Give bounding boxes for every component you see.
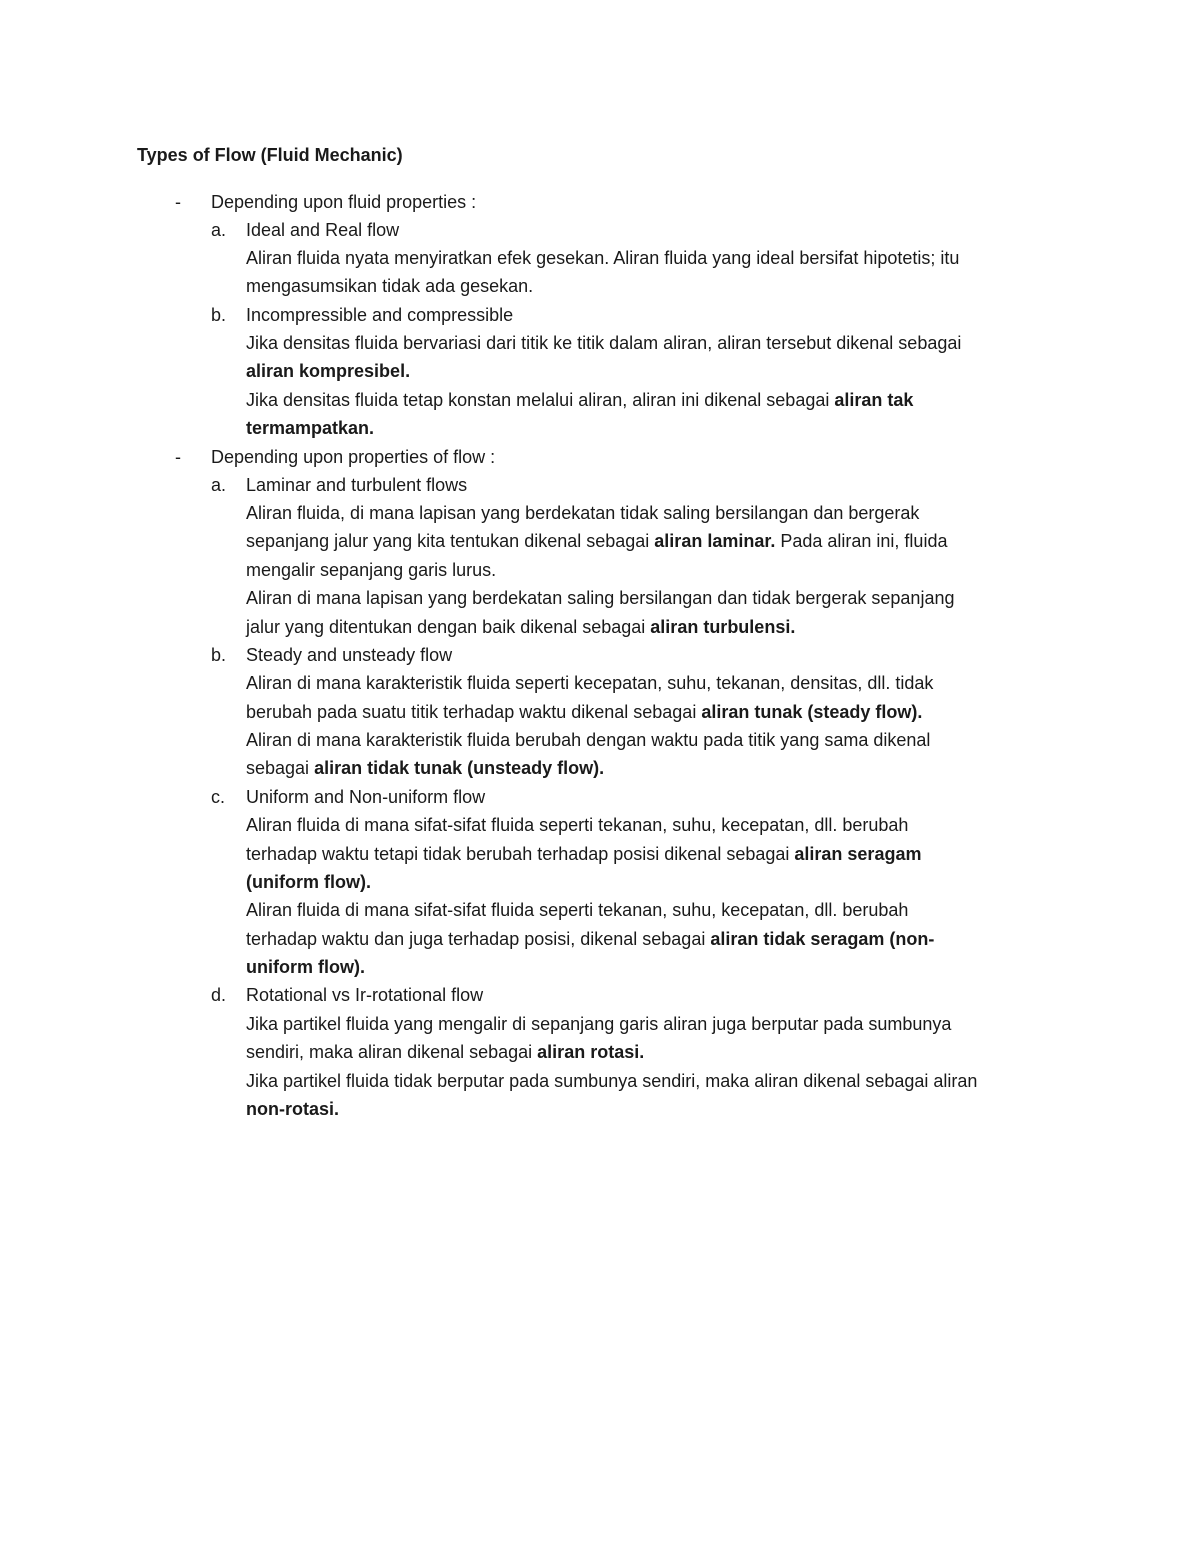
bold-term: non-rotasi.	[246, 1099, 339, 1119]
paragraph-line	[246, 868, 371, 896]
paragraph-line: Aliran fluida, di mana lapisan yang berdekatan tidak saling bersilangan dan bergerak	[246, 503, 920, 523]
item-letter: a.	[211, 475, 227, 495]
bold-term: aliran tak	[834, 390, 914, 410]
bold-term: uniform flow).	[246, 957, 365, 977]
item-letter: d.	[211, 985, 227, 1005]
paragraph-line: sepanjang jalur yang kita tentukan dikenal sebagai aliran laminar. Pada aliran ini, fluida	[246, 531, 948, 551]
paragraph-line: mengasumsikan tidak ada gesekan.	[246, 276, 534, 296]
item-letter: b.	[211, 305, 227, 325]
paragraph-line: terhadap waktu dan juga terhadap posisi, dikenal sebagai aliran tidak seragam (non-	[246, 929, 935, 949]
section-heading: Depending upon properties of flow :	[211, 447, 496, 467]
bold-term: aliran tidak seragam (non-	[710, 929, 935, 949]
bold-term: aliran rotasi.	[537, 1042, 645, 1062]
paragraph-line: Aliran di mana karakteristik fluida seperti kecepatan, suhu, tekanan, densitas, dll. tidak	[246, 673, 934, 693]
bold-term: aliran turbulensi.	[650, 617, 796, 637]
item-heading: Rotational vs Ir-rotational flow	[246, 985, 484, 1005]
item-heading: Ideal and Real flow	[246, 220, 400, 240]
paragraph-line: berubah pada suatu titik terhadap waktu dikenal sebagai aliran tunak (steady flow).	[246, 702, 923, 722]
paragraph-line	[246, 414, 374, 442]
bullet-dash: -	[175, 192, 181, 212]
paragraph-line	[246, 357, 410, 385]
bold-term: aliran seragam	[794, 844, 922, 864]
paragraph-line: jalur yang ditentukan dengan baik dikenal sebagai aliran turbulensi.	[246, 617, 796, 637]
bold-term: (uniform flow).	[246, 872, 371, 892]
paragraph-line: Aliran fluida di mana sifat-sifat fluida seperti tekanan, suhu, kecepatan, dll. berubah	[246, 815, 909, 835]
paragraph-line	[246, 953, 365, 981]
paragraph-line: Jika densitas fluida tetap konstan melalui aliran, aliran ini dikenal sebagai aliran tak	[246, 390, 914, 410]
paragraph-line: Jika partikel fluida yang mengalir di sepanjang garis aliran juga berputar pada sumbunya	[246, 1014, 952, 1034]
paragraph-line: mengalir sepanjang garis lurus.	[246, 560, 497, 580]
item-letter: c.	[211, 787, 226, 807]
bold-term: aliran laminar.	[654, 531, 776, 551]
paragraph-line: sendiri, maka aliran dikenal sebagai aliran rotasi.	[246, 1042, 645, 1062]
item-letter: a.	[211, 220, 227, 240]
bullet-dash: -	[175, 447, 181, 467]
paragraph-line: Jika densitas fluida bervariasi dari titik ke titik dalam aliran, aliran tersebut dikenal sebagai	[246, 333, 962, 353]
paragraph-line: terhadap waktu tetapi tidak berubah terhadap posisi dikenal sebagai aliran seragam	[246, 844, 922, 864]
paragraph-line: Aliran di mana lapisan yang berdekatan saling bersilangan dan tidak bergerak sepanjang	[246, 588, 955, 608]
bold-term: aliran kompresibel.	[246, 361, 411, 381]
item-heading: Laminar and turbulent flows	[246, 475, 468, 495]
bold-term: termampatkan.	[246, 418, 375, 438]
document-title: Types of Flow (Fluid Mechanic)	[137, 145, 403, 165]
paragraph-line: sebagai aliran tidak tunak (unsteady flow).	[246, 758, 605, 778]
bold-term: aliran tidak tunak (unsteady flow).	[314, 758, 605, 778]
section-heading: Depending upon fluid properties :	[211, 192, 477, 212]
paragraph-line: Jika partikel fluida tidak berputar pada sumbunya sendiri, maka aliran dikenal sebagai aliran	[246, 1071, 978, 1091]
item-heading: Incompressible and compressible	[246, 305, 514, 325]
item-letter: b.	[211, 645, 227, 665]
paragraph-line: Aliran fluida nyata menyiratkan efek gesekan. Aliran fluida yang ideal bersifat hipotetis; itu	[246, 248, 960, 268]
item-heading: Steady and unsteady flow	[246, 645, 453, 665]
paragraph-line	[246, 1095, 339, 1123]
item-heading: Uniform and Non-uniform flow	[246, 787, 486, 807]
bold-term: aliran tunak (steady flow).	[701, 702, 923, 722]
paragraph-line: Aliran fluida di mana sifat-sifat fluida seperti tekanan, suhu, kecepatan, dll. berubah	[246, 900, 909, 920]
paragraph-line: Aliran di mana karakteristik fluida berubah dengan waktu pada titik yang sama dikenal	[246, 730, 931, 750]
